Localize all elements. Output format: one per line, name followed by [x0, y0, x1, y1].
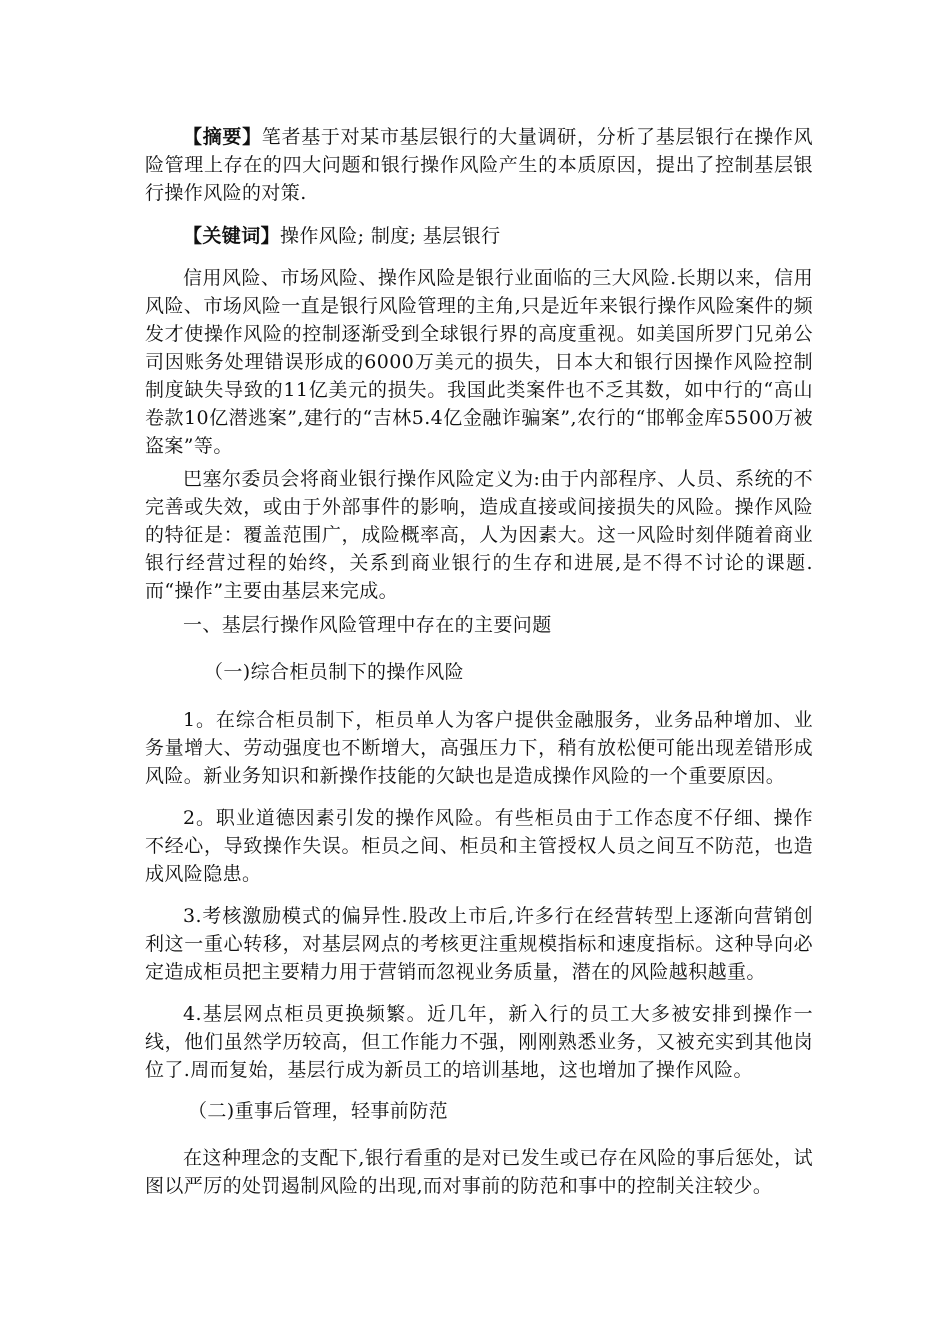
intro-paragraph-1: 信用风险、市场风险、操作风险是银行业面临的三大风险.长期以来，信用风险、市场风险一直是银行风险管理的主角,只是近年来银行操作风险案件的频发才使操作风险的控制逐渐受到全球银行界的高度重视。如美国所罗门兄弟公司因账务处理错误形成的6000万美元的损失，日本大和银行因操作风险控制制度缺失导致的11亿美元的损失。我国此类案件也不乏其数，如中行的“高山卷款10亿潜逃案”,建行的“吉林5.4亿金融诈骗案”,农行的“邯郸金库5500万被盗案”等。	[145, 267, 813, 457]
keywords-paragraph	[145, 222, 813, 250]
section-heading-1: 一、基层行操作风险管理中存在的主要问题	[183, 614, 552, 636]
abstract-paragraph	[145, 123, 813, 207]
list-item-2: 2。职业道德因素引发的操作风险。有些柜员由于工作态度不仔细、操作不经心，导致操作失误。柜员之间、柜员和主管授权人员之间互不防范，也造成风险隐患。	[145, 807, 813, 885]
subsection-heading-1: （一)综合柜员制下的操作风险	[204, 661, 465, 683]
keywords-label: 【关键词】	[183, 225, 281, 247]
closing-paragraph: 在这种理念的支配下,银行看重的是对已发生或已存在风险的事后惩处，试图以严厉的处罚遏制风险的出现,而对事前的防范和事中的控制关注较少。	[145, 1147, 813, 1197]
abstract-label: 【摘要】	[183, 126, 262, 148]
list-item-3: 3.考核激励模式的偏异性.股改上市后,许多行在经营转型上逐渐向营销创利这一重心转移，对基层网点的考核更注重规模指标和速度指标。这种导向必定造成柜员把主要精力用于营销而忽视业务质量，潜在的风险越积越重。	[145, 905, 813, 983]
abstract-text: 笔者基于对某市基层银行的大量调研，分析了基层银行在操作风险管理上存在的四大问题和银行操作风险产生的本质原因，提出了控制基层银行操作风险的对策.	[145, 126, 814, 204]
intro-paragraph-2: 巴塞尔委员会将商业银行操作风险定义为:由于内部程序、人员、系统的不完善或失效，或由于外部事件的影响，造成直接或间接损失的风险。操作风险的特征是：覆盖范围广，成险概率高，人为因素大。这一风险时刻伴随着商业银行经营过程的始终，关系到商业银行的生存和进展,是不得不讨论的课题.而“操作”主要由基层来完成。	[145, 468, 813, 602]
subsection-heading-2: （二)重事后管理，轻事前防范	[188, 1100, 449, 1122]
list-item-1: 1。在综合柜员制下，柜员单人为客户提供金融服务，业务品种增加、业务量增大、劳动强度也不断增大，高强压力下，稍有放松便可能出现差错形成风险。新业务知识和新操作技能的欠缺也是造成操作风险的一个重要原因。	[145, 709, 813, 787]
list-item-4: 4.基层网点柜员更换频繁。近几年，新入行的员工大多被安排到操作一线，他们虽然学历较高，但工作能力不强，刚刚熟悉业务，又被充实到其他岗位了.周而复始，基层行成为新员工的培训基地，这也增加了操作风险。	[145, 1003, 813, 1081]
keywords-text: 操作风险; 制度; 基层银行	[280, 225, 501, 247]
